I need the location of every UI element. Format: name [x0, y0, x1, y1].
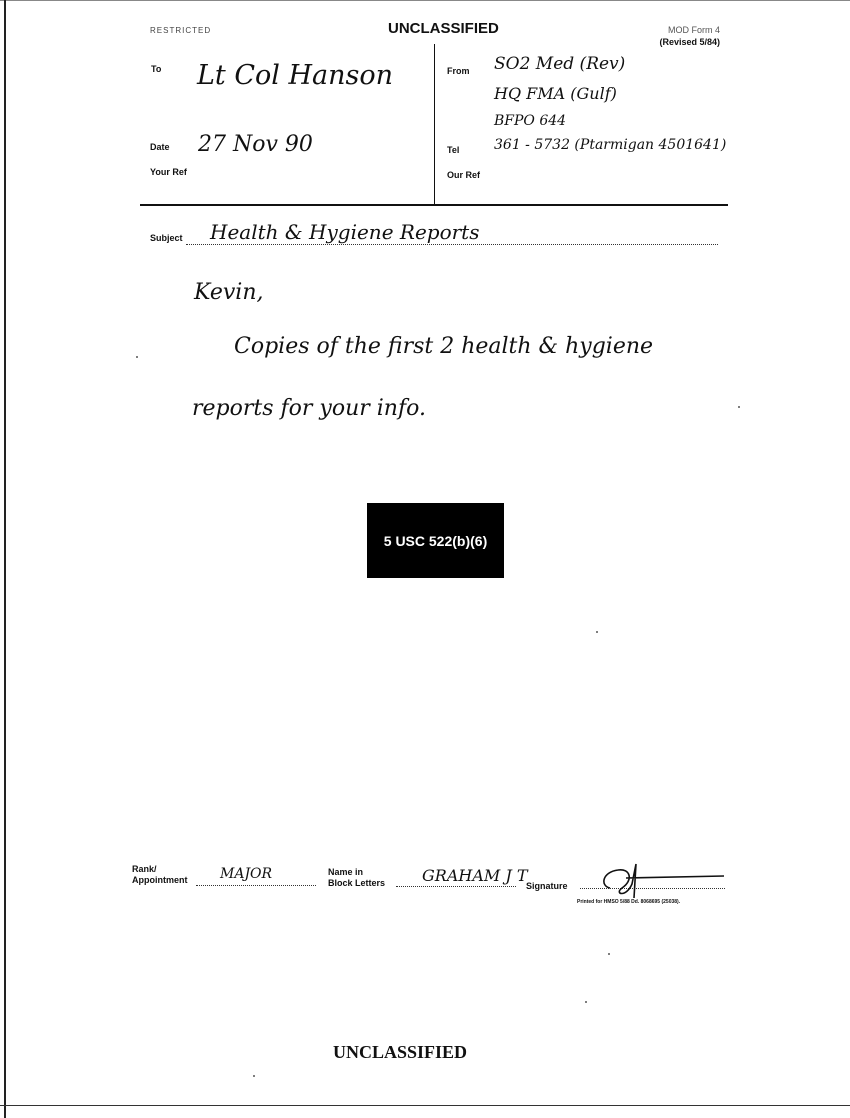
form-id-block: [650, 24, 720, 48]
date-value: 27 Nov 90: [198, 132, 313, 157]
page-bottom-edge: [0, 1105, 850, 1106]
rank-label: Rank/ Appointment: [132, 864, 188, 885]
subject-dotted-line: [186, 244, 718, 245]
page-top-edge: [0, 0, 850, 1]
header-left-text: RESTRICTED: [150, 26, 212, 35]
our-ref-label: Our Ref: [447, 170, 481, 180]
redaction-box: 5 USC 522(b)(6): [367, 503, 504, 578]
subject-label: Subject: [150, 233, 183, 243]
tel-value: 361 - 5732 (Ptarmigan 4501641): [494, 137, 727, 153]
from-line3: BFPO 644: [494, 113, 567, 129]
name-dotted-line: [396, 886, 516, 887]
header-classification: UNCLASSIFIED: [388, 20, 499, 37]
name-label: Name in Block Letters: [328, 867, 386, 888]
to-label: To: [151, 64, 162, 74]
signature-label: Signature: [526, 881, 568, 891]
printed-note: Printed for HMSO 5/88 Dd. 8068695 (25038).: [577, 899, 681, 905]
scan-speck: [608, 953, 610, 955]
form-revision: (Revised 5/84): [659, 37, 720, 47]
signature-scribble: [596, 858, 726, 900]
from-line2: HQ FMA (Gulf): [494, 84, 617, 103]
form-id: MOD Form 4: [667, 25, 720, 35]
footer-classification: UNCLASSIFIED: [333, 1042, 468, 1062]
date-label: Date: [150, 142, 170, 152]
page-left-edge: [4, 0, 6, 1118]
name-value: GRAHAM J T: [422, 866, 528, 885]
your-ref-label: Your Ref: [150, 167, 187, 177]
body-line2: reports for your info.: [192, 396, 426, 421]
salutation: Kevin,: [194, 280, 264, 305]
scan-speck: [136, 356, 138, 358]
scan-speck: [585, 1001, 587, 1003]
scan-speck: [738, 406, 740, 408]
from-label: From: [447, 66, 470, 76]
from-line1: SO2 Med (Rev): [494, 54, 626, 74]
rank-value: MAJOR: [220, 866, 273, 882]
tel-label: Tel: [447, 145, 460, 155]
scan-speck: [596, 631, 598, 633]
body-line1: Copies of the first 2 health & hygiene: [234, 334, 654, 359]
header-divider-horizontal: [140, 204, 728, 206]
subject-value: Health & Hygiene Reports: [210, 220, 480, 244]
header-divider-vertical: [434, 44, 435, 204]
scan-speck: [253, 1075, 255, 1077]
rank-dotted-line: [196, 885, 316, 886]
to-value: Lt Col Hanson: [197, 60, 394, 91]
